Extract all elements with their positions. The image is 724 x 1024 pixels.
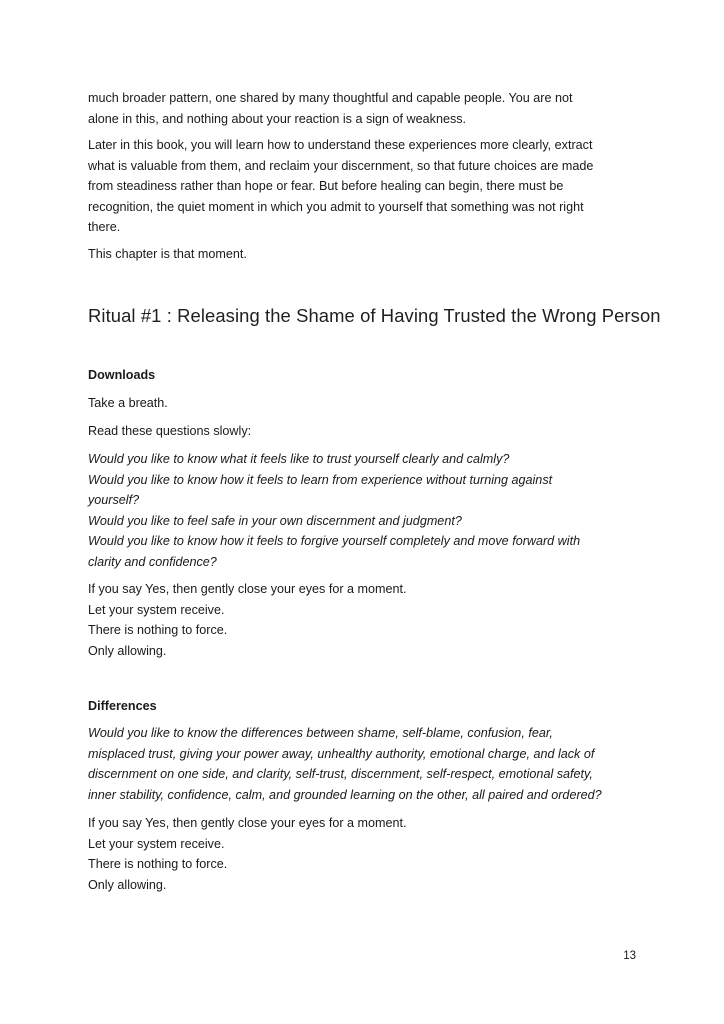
intro-paragraph-3	[88, 244, 648, 265]
text-line: If you say Yes, then gently close your eyes for a moment.	[88, 816, 407, 830]
text-line: If you say Yes, then gently close your eyes for a moment.	[88, 582, 407, 596]
text-line: from steadiness rather than hope or fear. But before healing can begin, there must be	[88, 179, 564, 194]
question-line: Would you like to feel safe in your own discernment and judgment?	[88, 513, 462, 528]
page-number: 13	[623, 950, 636, 962]
text-line: much broader pattern, one shared by many thoughtful and capable people. You are not	[88, 91, 573, 105]
text-line: Later in this book, you will learn how to understand these experiences more clearly, extract	[88, 138, 593, 152]
question-line: Would you like to know how it feels to learn from experience without turning against	[88, 472, 553, 487]
downloads-heading: Downloads	[88, 368, 156, 382]
differences-heading: Differences	[88, 699, 157, 713]
downloads-instruction-2: Read these questions slowly:	[88, 424, 252, 438]
question-line: inner stability, confidence, calm, and grounded learning on the other, all paired and ordered?	[88, 787, 602, 802]
intro-paragraph-1	[88, 88, 648, 129]
text-line: Let your system receive.	[88, 602, 225, 617]
text-line: there.	[88, 220, 121, 235]
question-line: Would you like to know what it feels like to trust yourself clearly and calmly?	[88, 452, 510, 466]
question-line: clarity and confidence?	[88, 554, 217, 569]
downloads-closing	[88, 579, 648, 661]
question-line: yourself?	[88, 493, 140, 508]
text-line: There is nothing to force.	[88, 623, 228, 638]
text-line: There is nothing to force.	[88, 857, 228, 872]
text-line: Let your system receive.	[88, 836, 225, 851]
text-line: This chapter is that moment.	[88, 247, 247, 261]
ritual-title: Ritual #1 : Releasing the Shame of Having Trusted the Wrong Person	[88, 305, 661, 326]
downloads-questions	[88, 449, 648, 573]
text-line: recognition, the quiet moment in which you admit to yourself that something was not right	[88, 199, 584, 214]
question-line: Would you like to know how it feels to forgive yourself completely and move forward with	[88, 534, 581, 549]
downloads-instruction-1: Take a breath.	[88, 396, 168, 410]
text-line: alone in this, and nothing about your reaction is a sign of weakness.	[88, 111, 467, 126]
text-line: what is valuable from them, and reclaim your discernment, so that future choices are made	[88, 158, 594, 173]
text-line: Only allowing.	[88, 877, 167, 892]
differences-closing	[88, 813, 648, 895]
question-line: Would you like to know the differences between shame, self-blame, confusion, fear,	[88, 726, 553, 740]
question-line: misplaced trust, giving your power away, unhealthy authority, emotional charge, and lack of	[88, 746, 595, 761]
intro-paragraph-2	[88, 135, 648, 238]
question-line: discernment on one side, and clarity, self-trust, discernment, self-respect, emotional safety,	[88, 767, 593, 782]
differences-question	[88, 723, 688, 805]
text-line: Only allowing.	[88, 643, 167, 658]
